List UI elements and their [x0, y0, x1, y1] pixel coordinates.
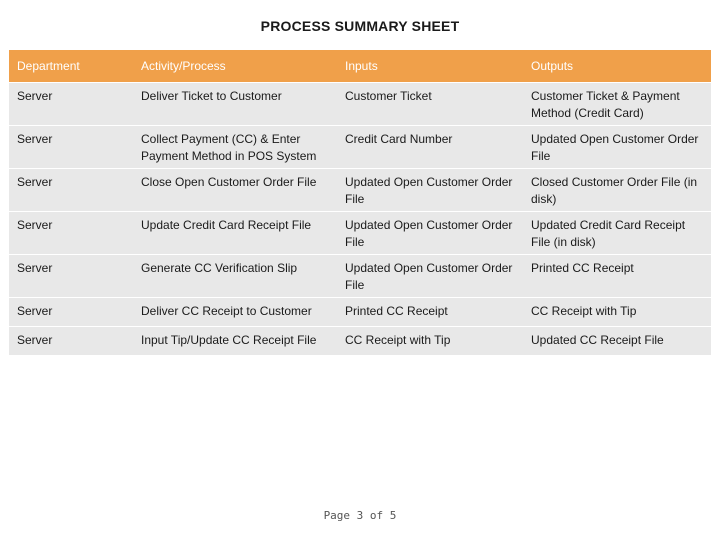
cell-inputs: Credit Card Number: [337, 126, 523, 169]
cell-department: Server: [9, 126, 133, 169]
cell-outputs: Updated Open Customer Order File: [523, 126, 711, 169]
header-department: Department: [9, 50, 133, 83]
cell-outputs: Printed CC Receipt: [523, 255, 711, 298]
table-row: [9, 212, 711, 255]
cell-department: Server: [9, 212, 133, 255]
table-header-row: [9, 50, 711, 83]
table-row: [9, 169, 711, 212]
cell-outputs: CC Receipt with Tip: [523, 298, 711, 327]
table-row: [9, 298, 711, 327]
header-activity-process: Activity/Process: [133, 50, 337, 83]
cell-department: Server: [9, 255, 133, 298]
cell-inputs: Updated Open Customer Order File: [337, 169, 523, 212]
header-outputs: Outputs: [523, 50, 711, 83]
table-row: [9, 255, 711, 298]
cell-activity: Deliver Ticket to Customer: [133, 83, 337, 126]
cell-inputs: Updated Open Customer Order File: [337, 255, 523, 298]
cell-activity: Generate CC Verification Slip: [133, 255, 337, 298]
header-inputs: Inputs: [337, 50, 523, 83]
cell-outputs: Updated CC Receipt File: [523, 327, 711, 356]
cell-activity: Deliver CC Receipt to Customer: [133, 298, 337, 327]
table-row: [9, 83, 711, 126]
page-title: PROCESS SUMMARY SHEET: [260, 18, 460, 34]
process-summary-table: [9, 50, 711, 356]
cell-inputs: Updated Open Customer Order File: [337, 212, 523, 255]
table-row: [9, 126, 711, 169]
cell-activity: Close Open Customer Order File: [133, 169, 337, 212]
cell-outputs: Closed Customer Order File (in disk): [523, 169, 711, 212]
cell-activity: Input Tip/Update CC Receipt File: [133, 327, 337, 356]
cell-department: Server: [9, 83, 133, 126]
cell-outputs: Customer Ticket & Payment Method (Credit Card): [523, 83, 711, 126]
cell-activity: Collect Payment (CC) & Enter Payment Method in POS System: [133, 126, 337, 169]
cell-inputs: CC Receipt with Tip: [337, 327, 523, 356]
cell-department: Server: [9, 169, 133, 212]
table-row: [9, 327, 711, 356]
cell-outputs: Updated Credit Card Receipt File (in disk): [523, 212, 711, 255]
page-number: Page 3 of 5: [323, 509, 397, 522]
cell-activity: Update Credit Card Receipt File: [133, 212, 337, 255]
cell-department: Server: [9, 327, 133, 356]
cell-department: Server: [9, 298, 133, 327]
cell-inputs: Printed CC Receipt: [337, 298, 523, 327]
cell-inputs: Customer Ticket: [337, 83, 523, 126]
